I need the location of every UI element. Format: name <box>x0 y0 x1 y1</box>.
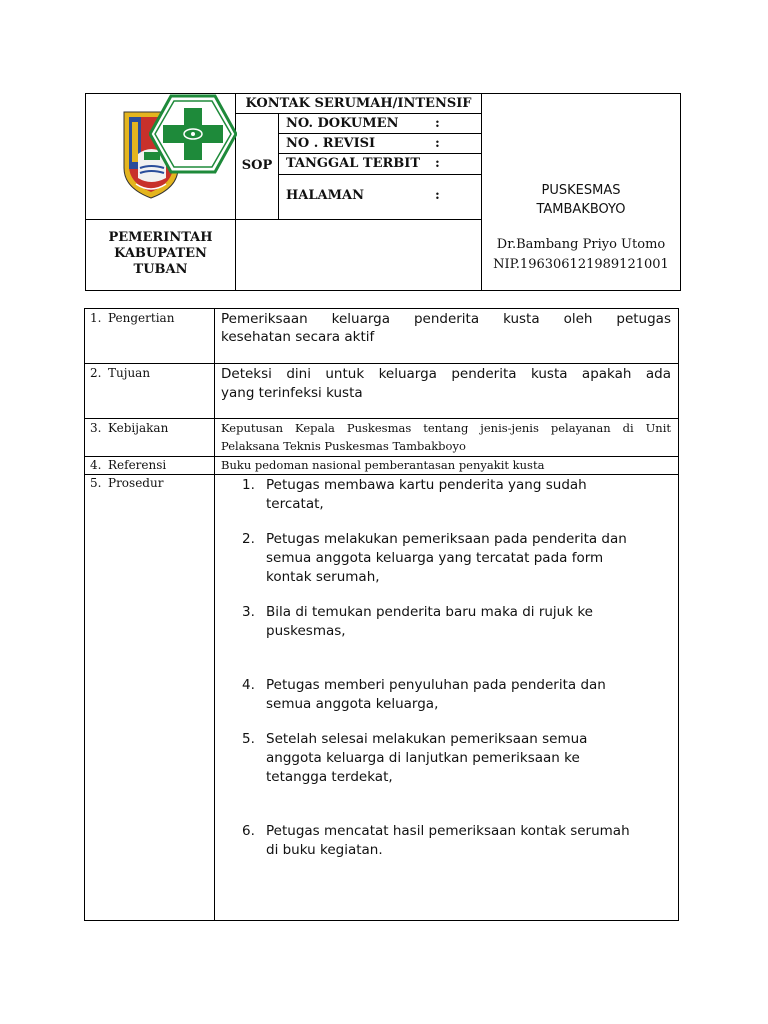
procedure-step <box>242 476 587 514</box>
step-line: semua anggota keluarga, <box>266 696 439 712</box>
section-label-pengertian: Pengertian <box>108 311 175 325</box>
org-line-2: KABUPATEN <box>114 246 207 261</box>
step-line: Petugas memberi penyuluhan pada penderita dan <box>266 677 606 693</box>
pengertian-text-line-1: Pemeriksaan keluarga penderita kusta oleh petugas <box>221 311 671 327</box>
tujuan-text-line-1: Deteksi dini untuk keluarga penderita kusta apakah ada <box>221 366 671 382</box>
procedure-step <box>242 730 588 787</box>
section-number-referensi: 4. <box>90 458 102 472</box>
step-line: Petugas melakukan pemeriksaan pada penderita dan <box>266 531 627 547</box>
procedure-step <box>242 603 593 641</box>
signer-nip: NIP.196306121989121001 <box>493 257 669 272</box>
section-label-referensi: Referensi <box>108 458 167 472</box>
section-label-kebijakan: Kebijakan <box>108 421 169 435</box>
procedure-step <box>242 530 627 587</box>
signer-name: Dr.Bambang Priyo Utomo <box>496 237 666 252</box>
step-line: puskesmas, <box>266 623 346 639</box>
facility-line-1: PUSKESMAS <box>541 183 621 198</box>
tujuan-text-line-2: yang terinfeksi kusta <box>221 385 363 401</box>
kebijakan-text-line-1: Keputusan Kepala Puskesmas tentang jenis-jenis pelayanan di Unit <box>221 421 671 435</box>
org-line-3: TUBAN <box>133 262 188 277</box>
section-number-tujuan: 2. <box>90 366 102 380</box>
field-no-revisi-sep: : <box>435 136 440 151</box>
field-tanggal-terbit-sep: : <box>435 156 440 171</box>
step-line: tetangga terdekat, <box>266 769 393 785</box>
step-line: Setelah selesai melakukan pemeriksaan semua <box>266 731 588 747</box>
puskesmas-green-cross-logo <box>149 94 237 174</box>
step-line: kontak serumah, <box>266 569 380 585</box>
kebijakan-text-line-2: Pelaksana Teknis Puskesmas Tambakboyo <box>221 439 466 453</box>
referensi-text: Buku pedoman nasional pemberantasan penyakit kusta <box>221 458 545 472</box>
field-halaman-label: HALAMAN <box>286 188 364 203</box>
sop-label: SOP <box>241 158 273 173</box>
step-line: tercatat, <box>266 496 324 512</box>
step-number: 5. <box>242 731 255 747</box>
step-line: Petugas mencatat hasil pemeriksaan kontak serumah <box>266 823 630 839</box>
org-line-1: PEMERINTAH <box>108 230 213 245</box>
pengertian-text-line-2: kesehatan secara aktif <box>221 329 375 345</box>
step-line: di buku kegiatan. <box>266 842 383 858</box>
section-label-prosedur: Prosedur <box>108 476 164 490</box>
field-tanggal-terbit-label: TANGGAL TERBIT <box>286 156 421 171</box>
section-number-kebijakan: 3. <box>90 421 102 435</box>
procedure-step <box>242 676 606 714</box>
document-title: KONTAK SERUMAH/INTENSIF <box>245 96 472 111</box>
step-line: Bila di temukan penderita baru maka di rujuk ke <box>266 604 593 620</box>
step-number: 2. <box>242 531 255 547</box>
field-no-revisi-label: NO . REVISI <box>286 136 376 151</box>
step-number: 3. <box>242 604 255 620</box>
field-no-dokumen-sep: : <box>435 116 440 131</box>
step-number: 4. <box>242 677 255 693</box>
field-halaman-sep: : <box>435 188 440 203</box>
facility-line-2: TAMBAKBOYO <box>536 202 626 217</box>
procedure-step <box>242 822 630 860</box>
step-number: 1. <box>242 477 255 493</box>
step-number: 6. <box>242 823 255 839</box>
section-label-tujuan: Tujuan <box>108 366 151 380</box>
step-line: semua anggota keluarga yang tercatat pada form <box>266 550 604 566</box>
section-number-pengertian: 1. <box>90 311 102 325</box>
step-line: anggota keluarga di lanjutkan pemeriksaan ke <box>266 750 580 766</box>
field-no-dokumen-label: NO. DOKUMEN <box>286 116 399 131</box>
step-line: Petugas membawa kartu penderita yang sudah <box>266 477 587 493</box>
section-number-prosedur: 5. <box>90 476 102 490</box>
